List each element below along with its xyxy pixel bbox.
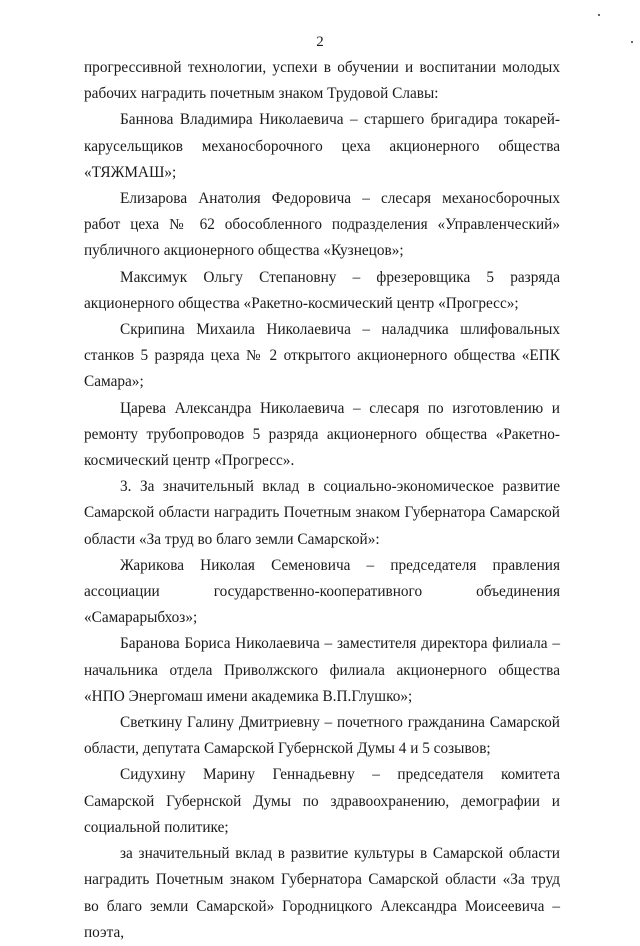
scan-speck bbox=[598, 14, 600, 16]
paragraph-7: Жарикова Николая Семеновича – председателя правления ассоциации государственно-кооперативного объединения «Самарарыбхоз»; bbox=[84, 556, 560, 627]
page-number: 2 bbox=[316, 34, 324, 50]
paragraph-0: прогрессивной технологии, успехи в обучении и воспитании молодых рабочих наградить почетным знаком Трудовой Славы: bbox=[84, 59, 560, 103]
paragraph-11: за значительный вклад в развитие культуры в Самарской области наградить Почетным знаком Губернатора Самарской области «За труд во благо земли Самарской» Городницкого Александра Моисеевича – поэта, bbox=[84, 845, 560, 941]
paragraph-1: Баннова Владимира Николаевича – старшего бригадира токарей-карусельщиков механосборочного цеха акционерного общества «ТЯЖМАШ»; bbox=[84, 111, 560, 181]
paragraph-6: 3. За значительный вклад в социально-экономическое развитие Самарской области наградить Почетным знаком Губернатора Самарской области «За труд во благо земли Самарской»: bbox=[84, 478, 560, 548]
paragraph-8: Баранова Бориса Николаевича – заместителя директора филиала – начальника отдела Приволжского филиала акционерного общества «НПО Энергомаш имени академика В.П.Глушко»; bbox=[84, 635, 560, 705]
paragraph-5: Царева Александра Николаевича – слесаря по изготовлению и ремонту трубопроводов 5 разряда акционерного общества «Ракетно-космический центр «Прогресс». bbox=[84, 399, 560, 470]
paragraph-9: Светкину Галину Дмитриевну – почетного гражданина Самарской области, депутата Самарской Губернской Думы 4 и 5 созывов; bbox=[84, 714, 560, 758]
document-body bbox=[84, 55, 560, 946]
scan-speck bbox=[631, 41, 633, 43]
paragraph-4: Скрипина Михаила Николаевича – наладчика шлифовальных станков 5 разряда цеха № 2 открытого акционерного общества «ЕПК Самара»; bbox=[84, 321, 560, 391]
paragraph-3: Максимук Ольгу Степановну – фрезеровщика 5 разряда акционерного общества «Ракетно-космический центр «Прогресс»; bbox=[84, 268, 560, 312]
paragraph-2: Елизарова Анатолия Федоровича – слесаря механосборочных работ цеха № 62 обособленного подразделения «Управленческий» публичного акционерного общества «Кузнецов»; bbox=[84, 190, 560, 260]
paragraph-10: Сидухину Марину Геннадьевну – председателя комитета Самарской Губернской Думы по здравоохранению, демографии и социальной политике; bbox=[84, 766, 560, 836]
